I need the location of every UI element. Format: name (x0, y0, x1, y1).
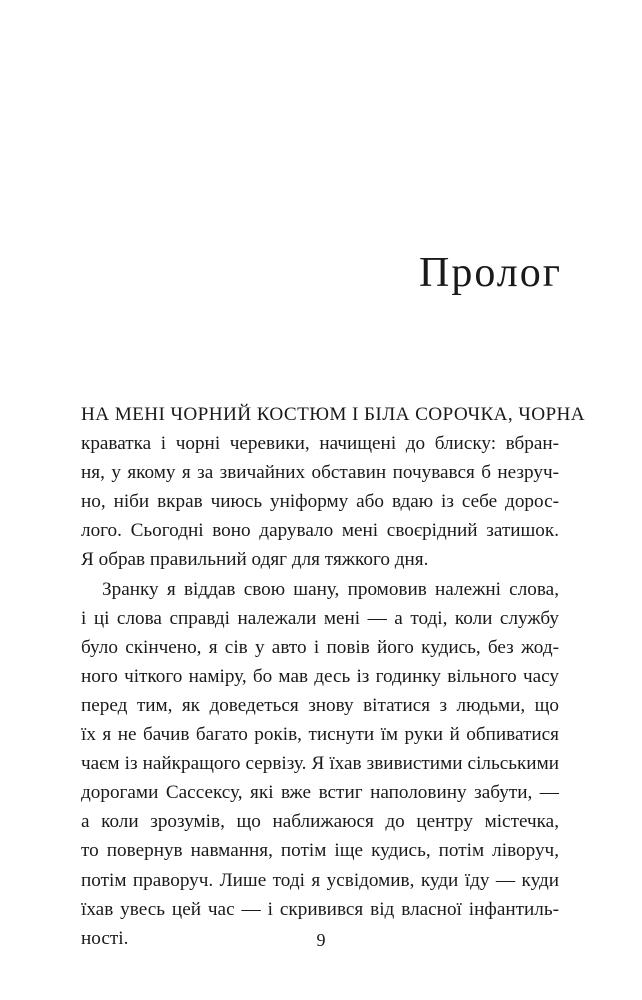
text-line: Я обрав правильний одяг для тяжкого дня. (81, 549, 429, 571)
text-line: а коли зрозумів, що наближаюся до центру містечка, (81, 811, 559, 833)
text-line: і ці слова справді належали мені — а тоді, коли службу (81, 607, 559, 629)
body-text (81, 400, 586, 953)
text-line: НА МЕНІ ЧОРНИЙ КОСТЮМ І БІЛА СОРОЧКА, ЧОРНА (81, 404, 586, 425)
text-line: лого. Сьогодні воно дарувало мені своєрідний затишок. (81, 520, 559, 542)
text-line: ності. (81, 927, 129, 949)
text-line: їхав увесь цей час — і скривився від власної інфантиль- (81, 898, 559, 920)
text-line: но, ніби вкрав чиюсь уніформу або вдаю із себе дорос- (81, 491, 559, 513)
text-line: ного чіткого наміру, бо мав десь із годинку вільного часу (81, 665, 559, 687)
text-line: чаєм із найкращого сервізу. Я їхав звивистими сільськими (81, 753, 559, 775)
text-line: потім праворуч. Лише тоді я усвідомив, куди їду — куди (81, 869, 559, 891)
text-line: їх я не бачив багато років, тиснути їм руки й обпиватися (81, 724, 559, 746)
text-line: Зранку я віддав свою шану, промовив належні слова, (102, 578, 559, 600)
page-number: 9 (316, 930, 326, 950)
text-line: краватка і чорні черевики, начищені до блиску: вбран- (81, 433, 559, 455)
chapter-title: Пролог (419, 250, 562, 296)
text-line: ня, у якому я за звичайних обставин почувався б незруч- (81, 462, 559, 484)
text-line: то повернув навмання, потім іще кудись, потім ліворуч, (81, 840, 559, 862)
text-line: перед тим, як доведеться знову вітатися з людьми, що (81, 694, 559, 716)
text-line: було скінчено, я сів у авто і повів його кудись, без жод- (81, 636, 559, 658)
text-line: дорогами Сассексу, які вже встиг наполовину забути, — (81, 782, 559, 804)
